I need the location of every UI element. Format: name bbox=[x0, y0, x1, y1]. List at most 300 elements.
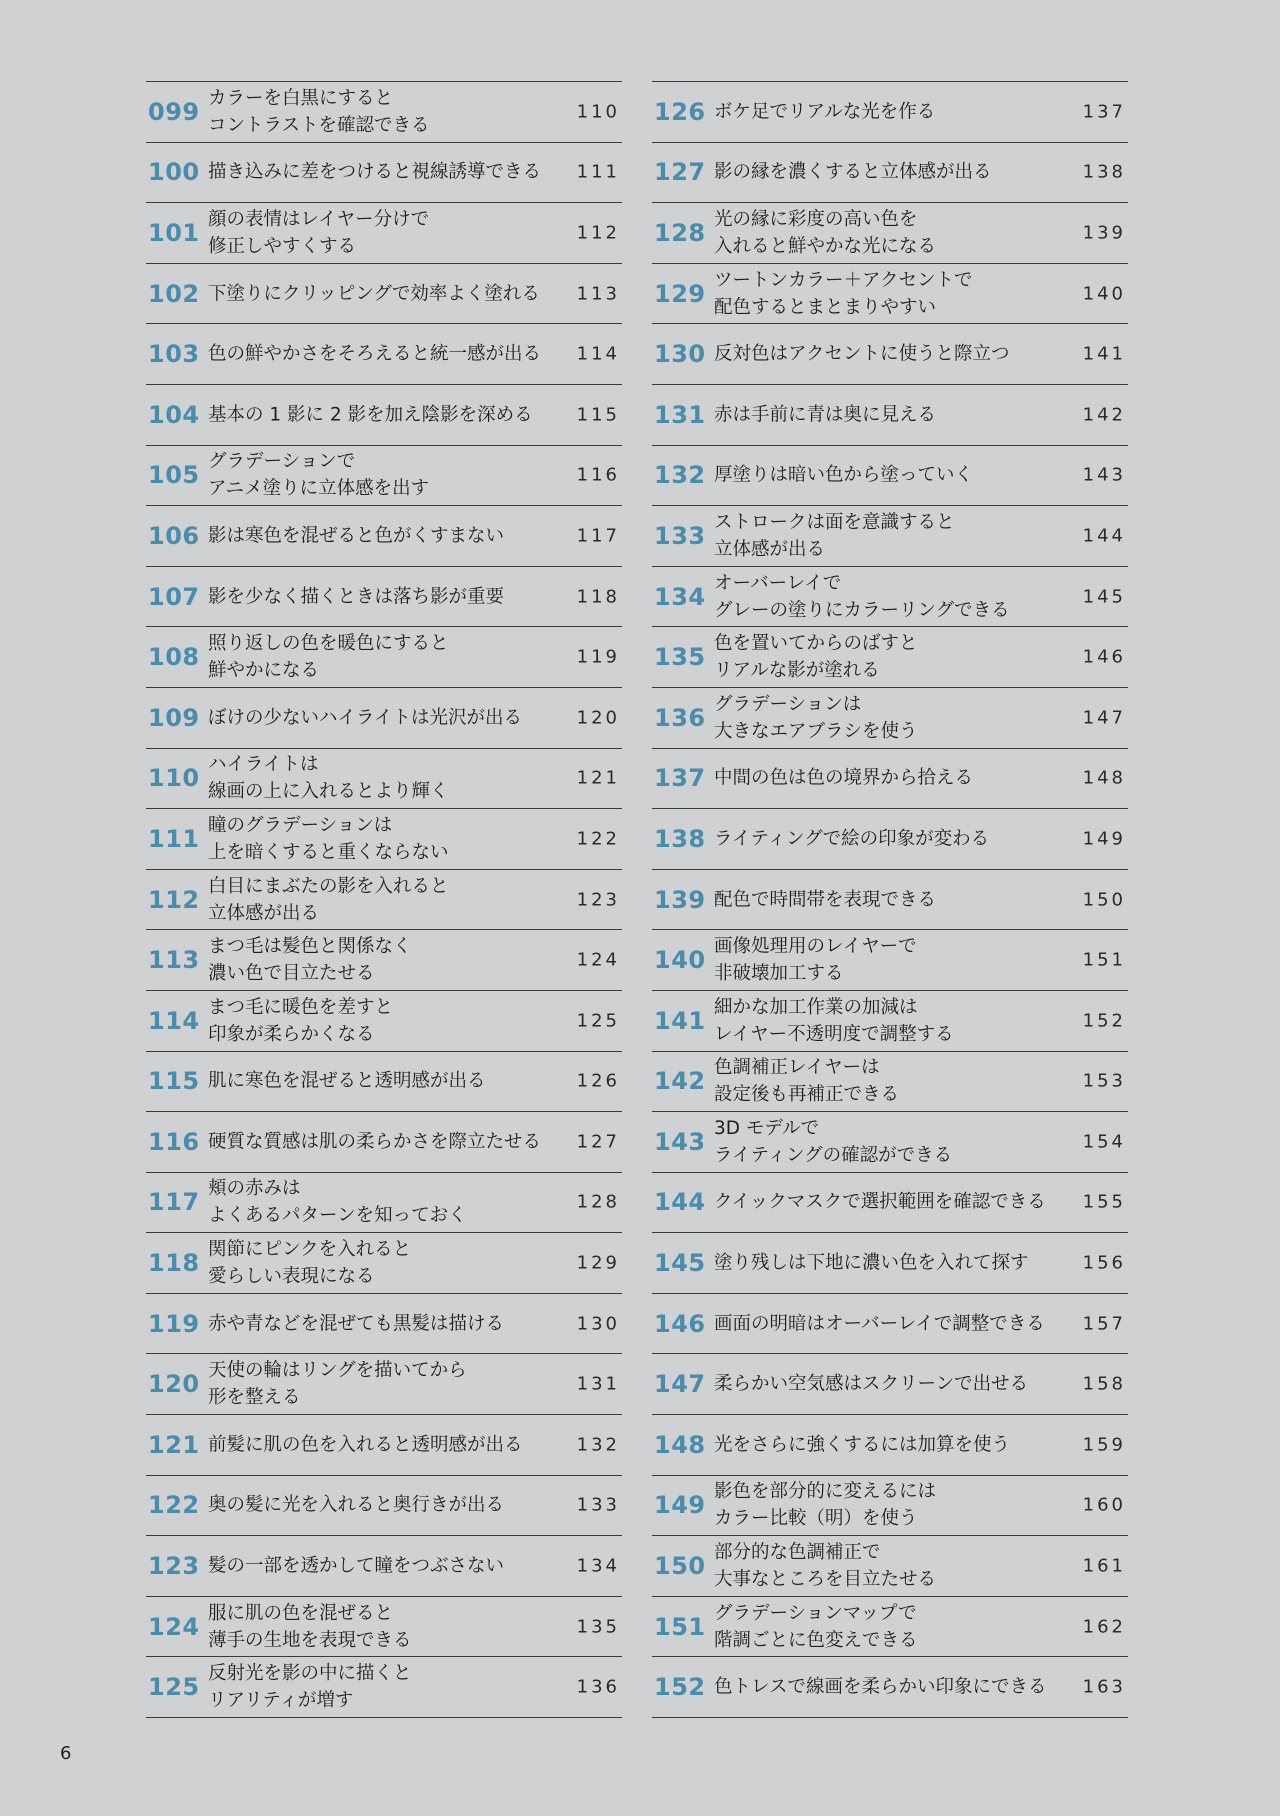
entry-page-number: 148 bbox=[1082, 767, 1126, 789]
entry-title bbox=[714, 570, 1054, 624]
entry-number: 146 bbox=[654, 1309, 706, 1338]
toc-entry bbox=[652, 687, 1128, 748]
toc-entry bbox=[652, 990, 1128, 1051]
entry-title-line: まつ毛は髪色と関係なく bbox=[208, 936, 412, 958]
toc-entry bbox=[652, 1656, 1128, 1718]
entry-title bbox=[714, 1189, 1054, 1216]
entry-number: 145 bbox=[654, 1249, 706, 1278]
entry-title-line: クイックマスクで選択範囲を確認できる bbox=[714, 1191, 1046, 1213]
entry-title bbox=[208, 933, 548, 987]
entry-title-line: リアリティが増す bbox=[208, 1690, 354, 1712]
entry-title bbox=[714, 509, 1054, 563]
entry-page-number: 150 bbox=[1082, 889, 1126, 911]
entry-title-line: 厚塗りは暗い色から塗っていく bbox=[714, 464, 974, 486]
entry-title bbox=[208, 1431, 548, 1458]
entry-number: 105 bbox=[148, 461, 200, 490]
entry-page-number: 163 bbox=[1082, 1676, 1126, 1698]
toc-entry bbox=[652, 1475, 1128, 1536]
entry-title-line: ハイライトは bbox=[208, 754, 319, 776]
toc-entry bbox=[146, 202, 622, 263]
entry-number: 133 bbox=[654, 521, 706, 550]
toc-entry bbox=[652, 505, 1128, 566]
entry-title-line: 配色で時間帯を表現できる bbox=[714, 889, 937, 911]
entry-number: 112 bbox=[148, 885, 200, 914]
entry-title-line: 前髪に肌の色を入れると透明感が出る bbox=[208, 1434, 523, 1456]
entry-title bbox=[208, 583, 548, 610]
entry-title bbox=[208, 206, 548, 260]
entry-number: 111 bbox=[148, 824, 200, 853]
toc-entry bbox=[146, 1232, 622, 1293]
entry-title-line: 画像処理用のレイヤーで bbox=[714, 936, 917, 958]
entry-title bbox=[714, 1478, 1054, 1532]
entry-page-number: 118 bbox=[576, 586, 620, 608]
entry-title bbox=[208, 1357, 548, 1411]
entry-number: 110 bbox=[148, 764, 200, 793]
entry-title-line: 赤は手前に青は奥に見える bbox=[714, 404, 937, 426]
entry-title-line: 上を暗くすると重くならない bbox=[208, 841, 449, 863]
entry-title bbox=[714, 401, 1054, 428]
entry-title-line: 画面の明暗はオーバーレイで調整できる bbox=[714, 1313, 1045, 1335]
toc-entry bbox=[652, 1596, 1128, 1657]
entry-number: 135 bbox=[654, 643, 706, 672]
entry-page-number: 123 bbox=[576, 889, 620, 911]
entry-number: 150 bbox=[654, 1552, 706, 1581]
entry-number: 122 bbox=[148, 1491, 200, 1520]
entry-title-line: 瞳のグラデーションは bbox=[208, 814, 393, 836]
entry-title-line: 色の鮮やかさをそろえると統一感が出る bbox=[208, 343, 542, 365]
entry-number: 151 bbox=[654, 1612, 706, 1641]
entry-title-line: 3D モデルで bbox=[714, 1117, 819, 1139]
toc-entry bbox=[652, 1111, 1128, 1172]
entry-title-line: 立体感が出る bbox=[208, 902, 320, 924]
entry-title-line: 非破壊加工する bbox=[714, 963, 844, 985]
entry-title-line: グレーの塗りにカラーリングできる bbox=[714, 599, 1010, 621]
toc-entry bbox=[146, 1353, 622, 1414]
entry-page-number: 139 bbox=[1082, 222, 1126, 244]
entry-title-line: 鮮やかになる bbox=[208, 660, 320, 682]
entry-number: 126 bbox=[654, 97, 706, 126]
entry-page-number: 154 bbox=[1082, 1131, 1126, 1153]
toc-entry bbox=[146, 990, 622, 1051]
entry-page-number: 119 bbox=[576, 646, 620, 668]
entry-title bbox=[714, 1054, 1054, 1108]
entry-title-line: 反対色はアクセントに使うと際立つ bbox=[714, 343, 1010, 365]
entry-page-number: 120 bbox=[576, 707, 620, 729]
entry-title-line: 関節にピンクを入れると bbox=[208, 1239, 412, 1261]
entry-title-line: 細かな加工作業の加減は bbox=[714, 996, 918, 1018]
entry-number: 123 bbox=[148, 1552, 200, 1581]
entry-number: 118 bbox=[148, 1249, 200, 1278]
toc-entry bbox=[146, 384, 622, 445]
entry-title-line: オーバーレイで bbox=[714, 572, 842, 594]
entry-title-line: ライティングの確認ができる bbox=[714, 1144, 953, 1166]
entry-number: 129 bbox=[654, 279, 706, 308]
entry-title-line: 形を整える bbox=[208, 1387, 301, 1409]
toc-entry bbox=[652, 929, 1128, 990]
entry-title-line: ツートンカラー＋アクセントで bbox=[714, 269, 973, 291]
entry-number: 127 bbox=[654, 158, 706, 187]
entry-title-line: 色トレスで線画を柔らかい印象にできる bbox=[714, 1676, 1047, 1698]
entry-page-number: 135 bbox=[576, 1616, 620, 1638]
toc-entry bbox=[146, 748, 622, 809]
entry-page-number: 110 bbox=[576, 101, 620, 123]
toc-entry bbox=[146, 323, 622, 384]
entry-title-line: 反射光を影の中に描くと bbox=[208, 1663, 412, 1685]
entry-number: 149 bbox=[654, 1491, 706, 1520]
entry-page-number: 153 bbox=[1082, 1070, 1126, 1092]
entry-number: 131 bbox=[654, 400, 706, 429]
entry-page-number: 144 bbox=[1082, 525, 1126, 547]
toc-entry bbox=[652, 1353, 1128, 1414]
entry-page-number: 128 bbox=[576, 1191, 620, 1213]
entry-title bbox=[714, 630, 1054, 684]
entry-title-line: 赤や青などを混ぜても黒髪は描ける bbox=[208, 1313, 505, 1335]
entry-number: 121 bbox=[148, 1430, 200, 1459]
toc-entry bbox=[146, 1656, 622, 1718]
toc-entry bbox=[652, 1172, 1128, 1233]
entry-title bbox=[208, 1660, 548, 1714]
entry-number: 152 bbox=[654, 1673, 706, 1702]
entry-title-line: レイヤー不透明度で調整する bbox=[714, 1023, 954, 1045]
entry-title bbox=[208, 1236, 548, 1290]
entry-title-line: 大事なところを目立たせる bbox=[714, 1569, 937, 1591]
entry-number: 134 bbox=[654, 582, 706, 611]
entry-page-number: 146 bbox=[1082, 646, 1126, 668]
entry-number: 125 bbox=[148, 1673, 200, 1702]
entry-title bbox=[208, 280, 548, 307]
entry-number: 139 bbox=[654, 885, 706, 914]
entry-title bbox=[714, 1250, 1054, 1277]
entry-title-line: 階調ごとに色変えできる bbox=[714, 1629, 918, 1651]
entry-title-line: 中間の色は色の境界から拾える bbox=[714, 767, 974, 789]
entry-title-line: 線画の上に入れるとより輝く bbox=[208, 781, 449, 803]
entry-title bbox=[208, 522, 548, 549]
entry-number: 115 bbox=[148, 1067, 200, 1096]
entry-number: 107 bbox=[148, 582, 200, 611]
toc-entry bbox=[652, 142, 1128, 203]
toc-entry bbox=[146, 808, 622, 869]
entry-title-line: 色調補正レイヤーは bbox=[714, 1057, 880, 1079]
toc-entry bbox=[652, 1051, 1128, 1112]
entry-title-line: カラーを白黒にすると bbox=[208, 87, 394, 109]
entry-number: 141 bbox=[654, 1006, 706, 1035]
entry-title bbox=[208, 85, 548, 139]
entry-title bbox=[714, 341, 1054, 368]
entry-page-number: 124 bbox=[576, 949, 620, 971]
entry-title-line: 愛らしい表現になる bbox=[208, 1266, 375, 1288]
entry-title bbox=[208, 994, 548, 1048]
entry-title bbox=[208, 812, 548, 866]
entry-title bbox=[714, 1600, 1054, 1654]
entry-page-number: 130 bbox=[576, 1313, 620, 1335]
toc-entry bbox=[146, 1596, 622, 1657]
entry-page-number: 132 bbox=[576, 1434, 620, 1456]
entry-title bbox=[714, 825, 1054, 852]
entry-page-number: 138 bbox=[1082, 161, 1126, 183]
entry-title bbox=[208, 448, 548, 502]
entry-title bbox=[208, 1553, 548, 1580]
entry-title-line: アニメ塗りに立体感を出す bbox=[208, 478, 430, 500]
entry-number: 137 bbox=[654, 764, 706, 793]
entry-title bbox=[208, 1310, 548, 1337]
entry-page-number: 116 bbox=[576, 464, 620, 486]
toc-entry bbox=[146, 81, 622, 142]
entry-title-line: ぼけの少ないハイライトは光沢が出る bbox=[208, 707, 522, 729]
entry-number: 119 bbox=[148, 1309, 200, 1338]
entry-number: 130 bbox=[654, 340, 706, 369]
entry-page-number: 145 bbox=[1082, 586, 1126, 608]
entry-title-line: 基本の 1 影に 2 影を加え陰影を深める bbox=[208, 404, 533, 426]
entry-title bbox=[208, 704, 548, 731]
entry-title bbox=[208, 751, 548, 805]
toc-entry bbox=[652, 626, 1128, 687]
toc-entry bbox=[146, 263, 622, 324]
entry-title bbox=[714, 1371, 1054, 1398]
toc-entry bbox=[652, 384, 1128, 445]
entry-page-number: 137 bbox=[1082, 101, 1126, 123]
entry-title-line: 入れると鮮やかな光になる bbox=[714, 235, 937, 257]
entry-title-line: 塗り残しは下地に濃い色を入れて探す bbox=[714, 1252, 1029, 1274]
entry-page-number: 147 bbox=[1082, 707, 1126, 729]
entry-page-number: 142 bbox=[1082, 404, 1126, 426]
entry-page-number: 140 bbox=[1082, 283, 1126, 305]
entry-title-line: まつ毛に暖色を差すと bbox=[208, 996, 394, 1018]
entry-page-number: 143 bbox=[1082, 464, 1126, 486]
entry-title bbox=[208, 1600, 548, 1654]
entry-page-number: 151 bbox=[1082, 949, 1126, 971]
entry-title-line: 設定後も再補正できる bbox=[714, 1084, 900, 1106]
entry-page-number: 126 bbox=[576, 1070, 620, 1092]
entry-title bbox=[208, 341, 548, 368]
toc-entry bbox=[652, 323, 1128, 384]
entry-page-number: 115 bbox=[576, 404, 620, 426]
entry-page-number: 122 bbox=[576, 828, 620, 850]
toc-entry bbox=[652, 1535, 1128, 1596]
entry-number: 148 bbox=[654, 1430, 706, 1459]
page-number: 6 bbox=[60, 1743, 72, 1764]
entry-number: 128 bbox=[654, 218, 706, 247]
entry-title-line: コントラストを確認できる bbox=[208, 114, 430, 136]
toc-entry bbox=[652, 1414, 1128, 1475]
entry-number: 140 bbox=[654, 946, 706, 975]
entry-title-line: よくあるパターンを知っておく bbox=[208, 1205, 467, 1227]
entry-number: 113 bbox=[148, 946, 200, 975]
entry-number: 136 bbox=[654, 703, 706, 732]
entry-number: 109 bbox=[148, 703, 200, 732]
toc-column-right bbox=[652, 81, 1128, 1718]
entry-number: 114 bbox=[148, 1006, 200, 1035]
entry-number: 104 bbox=[148, 400, 200, 429]
toc-entry bbox=[652, 748, 1128, 809]
entry-page-number: 155 bbox=[1082, 1191, 1126, 1213]
entry-title bbox=[208, 873, 548, 927]
entry-page-number: 114 bbox=[576, 343, 620, 365]
toc-entry bbox=[146, 1475, 622, 1536]
entry-page-number: 156 bbox=[1082, 1252, 1126, 1274]
entry-title bbox=[208, 1068, 548, 1095]
entry-number: 102 bbox=[148, 279, 200, 308]
toc-entry bbox=[146, 1293, 622, 1354]
entry-title bbox=[714, 1539, 1054, 1593]
entry-page-number: 117 bbox=[576, 525, 620, 547]
entry-page-number: 129 bbox=[576, 1252, 620, 1274]
entry-page-number: 158 bbox=[1082, 1373, 1126, 1395]
toc-entry bbox=[652, 202, 1128, 263]
toc-entry bbox=[652, 566, 1128, 627]
entry-title-line: 服に肌の色を混ぜると bbox=[208, 1602, 394, 1624]
entry-title bbox=[714, 933, 1054, 987]
entry-title bbox=[208, 401, 548, 428]
entry-title-line: 光をさらに強くするには加算を使う bbox=[714, 1434, 1011, 1456]
entry-title-line: ボケ足でリアルな光を作る bbox=[714, 101, 936, 123]
entry-title-line: 光の縁に彩度の高い色を bbox=[714, 208, 918, 230]
entry-page-number: 127 bbox=[576, 1131, 620, 1153]
toc-entry bbox=[146, 869, 622, 930]
entry-title-line: ストロークは面を意識すると bbox=[714, 511, 955, 533]
entry-title-line: 頬の赤みは bbox=[208, 1178, 301, 1200]
entry-title-line: 髪の一部を透かして瞳をつぶさない bbox=[208, 1555, 505, 1577]
toc-entry bbox=[146, 687, 622, 748]
entry-title-line: グラデーションで bbox=[208, 451, 356, 473]
entry-title-line: 修正しやすくする bbox=[208, 235, 357, 257]
entry-title bbox=[714, 267, 1054, 321]
entry-title bbox=[714, 1674, 1054, 1701]
entry-title-line: グラデーションは bbox=[714, 693, 862, 715]
entry-number: 101 bbox=[148, 218, 200, 247]
entry-number: 144 bbox=[654, 1188, 706, 1217]
toc-entry bbox=[146, 626, 622, 687]
entry-title bbox=[714, 206, 1054, 260]
entry-title bbox=[714, 462, 1054, 489]
entry-title bbox=[208, 630, 548, 684]
entry-page-number: 131 bbox=[576, 1373, 620, 1395]
entry-title-line: 下塗りにクリッピングで効率よく塗れる bbox=[208, 283, 540, 305]
entry-title bbox=[208, 159, 548, 186]
entry-title bbox=[714, 1310, 1054, 1337]
entry-number: 100 bbox=[148, 158, 200, 187]
entry-number: 103 bbox=[148, 340, 200, 369]
entry-title-line: 描き込みに差をつけると視線誘導できる bbox=[208, 161, 542, 183]
entry-title bbox=[208, 1175, 548, 1229]
toc-entry bbox=[652, 1293, 1128, 1354]
entry-number: 120 bbox=[148, 1370, 200, 1399]
entry-page-number: 149 bbox=[1082, 828, 1126, 850]
entry-title bbox=[714, 1115, 1054, 1169]
toc-entry bbox=[652, 81, 1128, 142]
entry-title bbox=[714, 98, 1054, 125]
entry-title bbox=[714, 1431, 1054, 1458]
entry-number: 132 bbox=[654, 461, 706, 490]
toc-entry bbox=[146, 1414, 622, 1475]
toc-entry bbox=[146, 1051, 622, 1112]
entry-title-line: 白目にまぶたの影を入れると bbox=[208, 875, 449, 897]
entry-number: 099 bbox=[148, 97, 200, 126]
toc-entry bbox=[146, 505, 622, 566]
entry-number: 108 bbox=[148, 643, 200, 672]
entry-page-number: 112 bbox=[576, 222, 620, 244]
entry-title-line: 照り返しの色を暖色にすると bbox=[208, 633, 449, 655]
entry-page-number: 157 bbox=[1082, 1313, 1126, 1335]
entry-title-line: 薄手の生地を表現できる bbox=[208, 1629, 412, 1651]
entry-title-line: 濃い色で目立たせる bbox=[208, 963, 375, 985]
toc-entry bbox=[652, 869, 1128, 930]
entry-title-line: グラデーションマップで bbox=[714, 1602, 917, 1624]
entry-number: 138 bbox=[654, 824, 706, 853]
toc-entry bbox=[652, 1232, 1128, 1293]
entry-title bbox=[714, 159, 1054, 186]
entry-title-line: 影色を部分的に変えるには bbox=[714, 1481, 937, 1503]
entry-title-line: 肌に寒色を混ぜると透明感が出る bbox=[208, 1070, 486, 1092]
entry-title bbox=[208, 1128, 548, 1155]
entry-title-line: 色を置いてからのばすと bbox=[714, 633, 918, 655]
entry-title-line: カラー比較（明）を使う bbox=[714, 1508, 918, 1530]
toc-column-left bbox=[146, 81, 622, 1718]
entry-page-number: 141 bbox=[1082, 343, 1126, 365]
entry-title-line: 部分的な色調補正で bbox=[714, 1542, 881, 1564]
toc-entry bbox=[146, 929, 622, 990]
entry-page-number: 125 bbox=[576, 1010, 620, 1032]
toc-entry bbox=[652, 808, 1128, 869]
entry-number: 117 bbox=[148, 1188, 200, 1217]
entry-title-line: 柔らかい空気感はスクリーンで出せる bbox=[714, 1373, 1029, 1395]
toc-entry bbox=[652, 263, 1128, 324]
toc-entry bbox=[146, 445, 622, 506]
entry-number: 124 bbox=[148, 1612, 200, 1641]
entry-title-line: 硬質な質感は肌の柔らかさを際立たせる bbox=[208, 1131, 542, 1153]
entry-page-number: 111 bbox=[576, 161, 620, 183]
entry-title-line: 天使の輪はリングを描いてから bbox=[208, 1360, 467, 1382]
entry-title bbox=[714, 765, 1054, 792]
entry-number: 143 bbox=[654, 1127, 706, 1156]
entry-title bbox=[714, 994, 1054, 1048]
entry-page-number: 133 bbox=[576, 1494, 620, 1516]
entry-page-number: 121 bbox=[576, 767, 620, 789]
entry-number: 147 bbox=[654, 1370, 706, 1399]
toc-entry bbox=[146, 566, 622, 627]
entry-title-line: 大きなエアブラシを使う bbox=[714, 720, 918, 742]
entry-page-number: 113 bbox=[576, 283, 620, 305]
toc-entry bbox=[146, 1111, 622, 1172]
entry-page-number: 160 bbox=[1082, 1494, 1126, 1516]
toc-entry bbox=[146, 142, 622, 203]
entry-title-line: リアルな影が塗れる bbox=[714, 660, 880, 682]
entry-number: 106 bbox=[148, 521, 200, 550]
entry-number: 116 bbox=[148, 1127, 200, 1156]
entry-title bbox=[714, 691, 1054, 745]
entry-title-line: 顔の表情はレイヤー分けで bbox=[208, 208, 430, 230]
entry-title bbox=[714, 886, 1054, 913]
entry-page-number: 134 bbox=[576, 1555, 620, 1577]
entry-title-line: 影の縁を濃くすると立体感が出る bbox=[714, 161, 992, 183]
toc-entry bbox=[146, 1535, 622, 1596]
entry-title bbox=[208, 1492, 548, 1519]
entry-page-number: 161 bbox=[1082, 1555, 1126, 1577]
entry-title-line: ライティングで絵の印象が変わる bbox=[714, 828, 990, 850]
entry-page-number: 162 bbox=[1082, 1616, 1126, 1638]
entry-title-line: 立体感が出る bbox=[714, 538, 826, 560]
entry-title-line: 奥の髪に光を入れると奥行きが出る bbox=[208, 1494, 505, 1516]
entry-title-line: 影は寒色を混ぜると色がくすまない bbox=[208, 525, 505, 547]
entry-title-line: 配色するとまとまりやすい bbox=[714, 296, 937, 318]
entry-page-number: 159 bbox=[1082, 1434, 1126, 1456]
entry-page-number: 152 bbox=[1082, 1010, 1126, 1032]
toc-entry bbox=[652, 445, 1128, 506]
entry-title-line: 印象が柔らかくなる bbox=[208, 1023, 375, 1045]
entry-title-line: 影を少なく描くときは落ち影が重要 bbox=[208, 586, 505, 608]
entry-number: 142 bbox=[654, 1067, 706, 1096]
entry-page-number: 136 bbox=[576, 1676, 620, 1698]
toc-entry bbox=[146, 1172, 622, 1233]
